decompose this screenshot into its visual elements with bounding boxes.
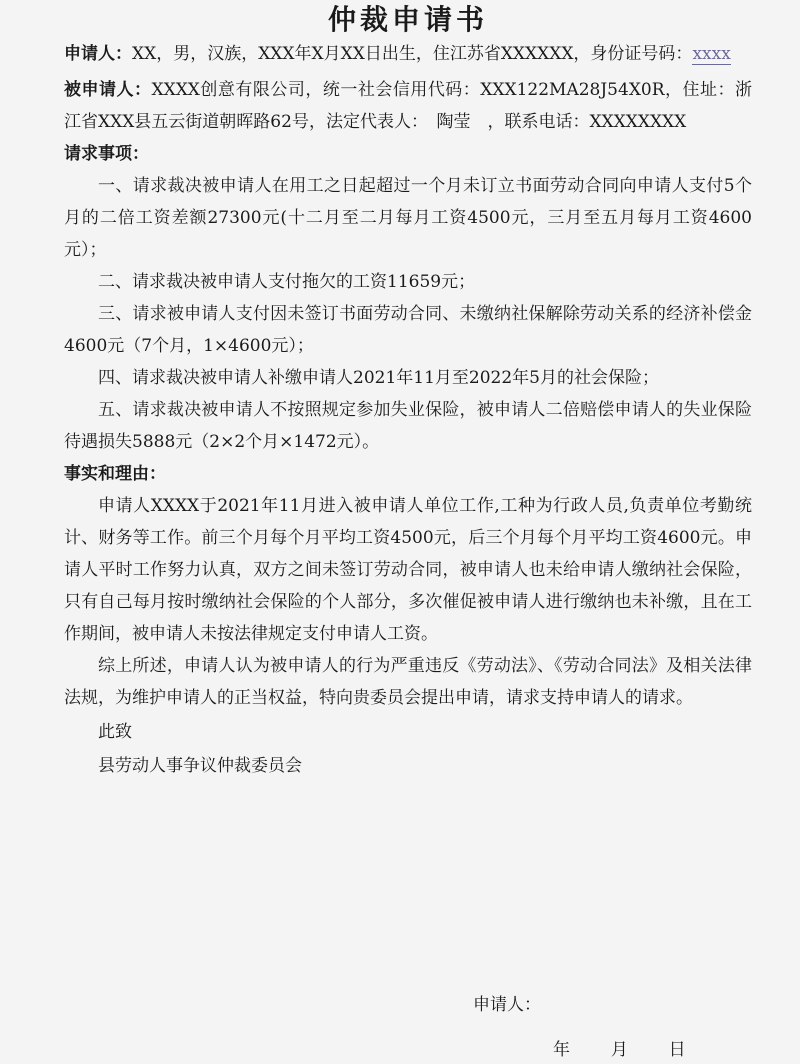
document-title: 仲裁申请书 (327, 3, 488, 36)
claim-item-2: 二、请求裁决被申请人支付拖欠的工资11659元； (98, 272, 476, 292)
claims-heading: 请求事项： (64, 144, 149, 164)
claim-item-1: 一、请求裁决被申请人在用工之日起超过一个月未订立书面劳动合同向申请人支付5个月的二倍工资差额27300元(十二月至二月每月工资4500元，三月至五月每月工资4600元）； (64, 176, 752, 260)
signature-applicant-label: 申请人： (473, 995, 541, 1015)
applicant-text: XX，男，汉族，XXX年X月XX日出生，住江苏省XXXXXX，身份证号码： (132, 44, 693, 64)
claim-item-5: 五、请求裁决被申请人不按照规定参加失业保险，被申请人二倍赔偿申请人的失业保险待遇损失5888元（2×2个月×1472元）。 (64, 400, 752, 452)
claim-item-4: 四、请求裁决被申请人补缴申请人2021年11月至2022年5月的社会保险； (98, 368, 659, 388)
facts-paragraph-2: 综上所述，申请人认为被申请人的行为严重违反《劳动法》、《劳动合同法》及相关法律法规，为维护申请人的正当权益，特向贵委员会提出申请，请求支持申请人的请求。 (64, 656, 752, 708)
applicant-id-value: xxxx (692, 44, 731, 64)
claim-item-3: 三、请求被申请人支付因未签订书面劳动合同、未缴纳社保解除劳动关系的经济补偿金4600元（7个月，1×4600元）； (64, 304, 752, 356)
date-day-label: 日 (668, 1040, 686, 1060)
applicant-label: 申请人： (64, 44, 132, 64)
respondent-text: XXXX创意有限公司，统一社会信用代码：XXX122MA28J54X0R，住址：浙江省XXX县五云街道朝晖路62号，法定代表人： 陶莹 ，联系电话：XXXXXXXX (64, 80, 753, 132)
closing-committee: 县劳动人事争议仲裁委员会 (98, 756, 302, 776)
signature-date (553, 1035, 686, 1060)
date-year-label: 年 (553, 1040, 570, 1060)
closing-salutation: 此致 (98, 722, 132, 742)
date-month-label: 月 (610, 1040, 628, 1060)
facts-heading: 事实和理由： (64, 464, 166, 484)
respondent-section (64, 74, 752, 138)
applicant-section (64, 38, 752, 70)
facts-paragraph-1: 申请人XXXX于2021年11月进入被申请人单位工作,工种为行政人员,负责单位考勤统计、财务等工作。前三个月每个月平均工资4500元，后三个月每个月平均工资4600元。申请人平时工作努力认真，双方之间未签订劳动合同，被申请人也未给申请人缴纳社会保险，只有自己每月按时缴纳社会保险的个人部分，多次催促被申请人进行缴纳也未补缴，且在工作期间，被申请人未按法律规定支付申请人工资。 (64, 496, 752, 644)
respondent-label: 被申请人： (64, 80, 152, 100)
